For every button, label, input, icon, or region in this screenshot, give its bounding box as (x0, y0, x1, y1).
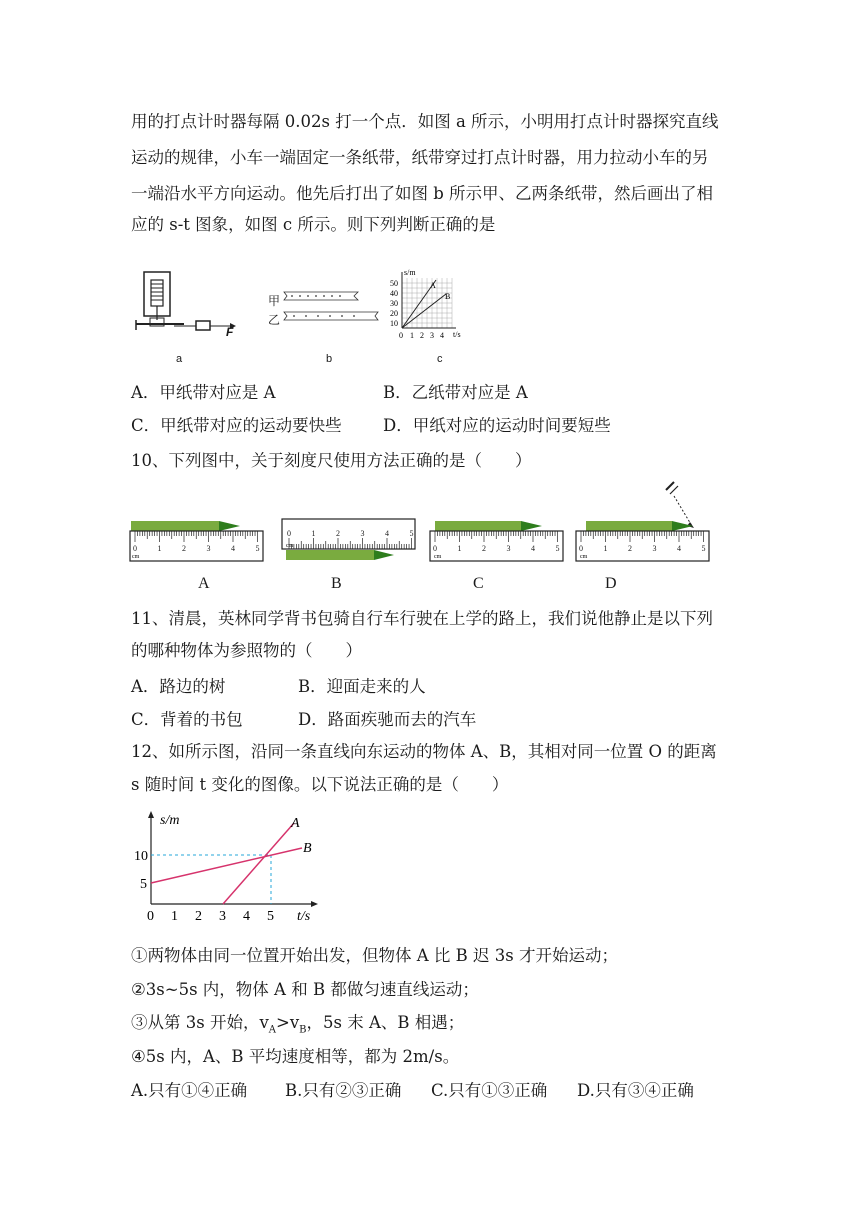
line-b (151, 848, 302, 883)
fig-c-xtick: 3 (430, 331, 434, 340)
q12-statement-1: ①两物体由同一位置开始出发，但物体 A 比 B 迟 3s 才开始运动； (131, 946, 618, 965)
ruler-number: 5 (701, 544, 706, 553)
fig-c-ylabel: s/m (404, 268, 416, 277)
chart-label-a: A (291, 816, 300, 831)
eye-icon (666, 482, 678, 494)
fig-a-caption: a (176, 353, 183, 365)
ruler-number: 2 (628, 544, 632, 553)
ruler-number: 1 (603, 544, 608, 553)
ruler-number: 0 (133, 544, 137, 553)
fig-c-ytick: 30 (390, 299, 398, 308)
chart-label-b: B (303, 841, 312, 856)
q10-stem: 10、下列图中，关于刻度尺使用方法正确的是（ ） (131, 451, 532, 470)
ruler-figure-c (428, 517, 566, 565)
fig-c-line-a-label: A (430, 281, 436, 290)
q10-label-d: D (605, 575, 617, 592)
ruler-unit: cm (286, 543, 294, 549)
tape-jia-label: 甲 (268, 294, 281, 308)
chart-xtick: 2 (195, 909, 202, 924)
chart-ylabel: s/m (160, 813, 180, 828)
figure-a-timer (134, 268, 240, 344)
q9-option-a: A．甲纸带对应是 A (131, 383, 276, 402)
q9-line-2: 运动的规律，小车一端固定一条纸带，纸带穿过打点计时器，用力拉动小车的另 (131, 148, 709, 167)
ruler-number: 5 (255, 544, 260, 553)
ruler-figure-d (574, 478, 712, 566)
ruler-figure-a (128, 517, 266, 565)
ruler-number: 2 (182, 544, 186, 553)
fig-c-xtick: 2 (420, 331, 424, 340)
chart-ytick-5: 5 (140, 877, 147, 892)
q9-line-1: 用的打点计时器每隔 0.02s 打一个点．如图 a 所示，小明用打点计时器探究直线 (131, 112, 719, 131)
fig-c-caption: c (437, 353, 443, 365)
q9-option-c: C．甲纸带对应的运动要快些 (131, 416, 342, 435)
figure-c-st-graph (386, 266, 470, 342)
ruler-number: 3 (206, 544, 211, 553)
ruler-number: 3 (360, 529, 365, 538)
q11-option-d: D．路面疾驰而去的汽车 (298, 710, 477, 729)
ruler-number: 0 (433, 544, 437, 553)
q11-line-2: 的哪种物体为参照物的（ ） (131, 641, 362, 660)
fig-c-ytick: 10 (390, 319, 398, 328)
ruler-number: 1 (311, 529, 316, 538)
ruler-number: 3 (652, 544, 657, 553)
fig-c-xtick: 1 (410, 331, 414, 340)
fig-c-xlabel: t/s (453, 330, 461, 339)
ruler-number: 4 (531, 544, 535, 553)
q12-option-a: A.只有①④正确 (131, 1081, 248, 1100)
q9-option-b: B．乙纸带对应是 A (383, 383, 528, 402)
ruler-number: 5 (409, 529, 414, 538)
q11-option-c: C．背着的书包 (131, 710, 243, 729)
q12-line-2: s 随时间 t 变化的图像。以下说法正确的是（ ） (131, 775, 509, 794)
chart-xtick: 1 (171, 909, 178, 924)
ruler-number: 5 (555, 544, 560, 553)
chart-xtick: 4 (243, 909, 250, 924)
ruler-number: 1 (157, 544, 162, 553)
figure-b-tapes (280, 290, 380, 330)
ruler-unit: cm (434, 554, 442, 560)
ruler-unit: cm (580, 554, 588, 560)
q12-statement-3: ③从第 3s 开始，$v_A>v_B$，5s 末 A、B 相遇； (131, 1013, 465, 1036)
tape-yi-label: 乙 (268, 313, 281, 327)
q10-label-c: C (473, 575, 484, 592)
ruler-number: 0 (287, 529, 291, 538)
ruler-unit: cm (132, 554, 140, 560)
ruler-number: 2 (336, 529, 340, 538)
q12-statement-4: ④5s 内，A、B 平均速度相等，都为 2m/s。 (131, 1047, 460, 1066)
ruler-figure-b (280, 517, 420, 565)
q12-st-chart (134, 810, 334, 926)
q12-statement-2: ②3s~5s 内，物体 A 和 B 都做匀速直线运动； (131, 980, 479, 999)
ruler-number: 4 (231, 544, 235, 553)
q10-label-a: A (198, 575, 210, 592)
q9-line-4: 应的 s-t 图象，如图 c 所示。则下列判断正确的是 (131, 215, 496, 234)
ruler-number: 2 (482, 544, 486, 553)
fig-c-ytick: 40 (390, 289, 398, 298)
chart-xtick: 5 (267, 909, 274, 924)
chart-xtick: 3 (219, 909, 226, 924)
q9-option-d: D．甲纸对应的运动时间要短些 (383, 416, 611, 435)
q12-option-d: D.只有③④正确 (577, 1081, 694, 1100)
ruler-number: 4 (677, 544, 681, 553)
q12-line-1: 12、如所示图，沿同一条直线向东运动的物体 A、B，其相对同一位置 O 的距离 (131, 742, 717, 761)
fig-c-ytick: 50 (390, 279, 398, 288)
chart-ytick-10: 10 (134, 849, 148, 864)
q11-line-1: 11、清晨，英林同学背书包骑自行车行驶在上学的路上，我们说他静止是以下列 (131, 609, 713, 628)
force-label: F (226, 325, 234, 339)
fig-c-ytick: 20 (390, 309, 398, 318)
q12-option-b: B.只有②③正确 (285, 1081, 402, 1100)
chart-xlabel: t/s (297, 909, 311, 924)
fig-c-xtick: 4 (440, 331, 444, 340)
q10-label-b: B (331, 575, 342, 592)
q11-option-a: A．路边的树 (131, 677, 226, 696)
q11-option-b: B．迎面走来的人 (298, 677, 426, 696)
ruler-number: 0 (579, 544, 583, 553)
q9-line-3: 一端沿水平方向运动。他先后打出了如图 b 所示甲、乙两条纸带，然后画出了相 (131, 184, 714, 203)
chart-xtick: 0 (147, 909, 154, 924)
ruler-number: 4 (385, 529, 389, 538)
q12-option-c: C.只有①③正确 (431, 1081, 548, 1100)
fig-b-caption: b (326, 353, 333, 365)
ruler-number: 3 (506, 544, 511, 553)
ruler-number: 1 (457, 544, 462, 553)
fig-c-xtick: 0 (399, 331, 403, 340)
fig-c-line-b-label: B (445, 292, 451, 301)
